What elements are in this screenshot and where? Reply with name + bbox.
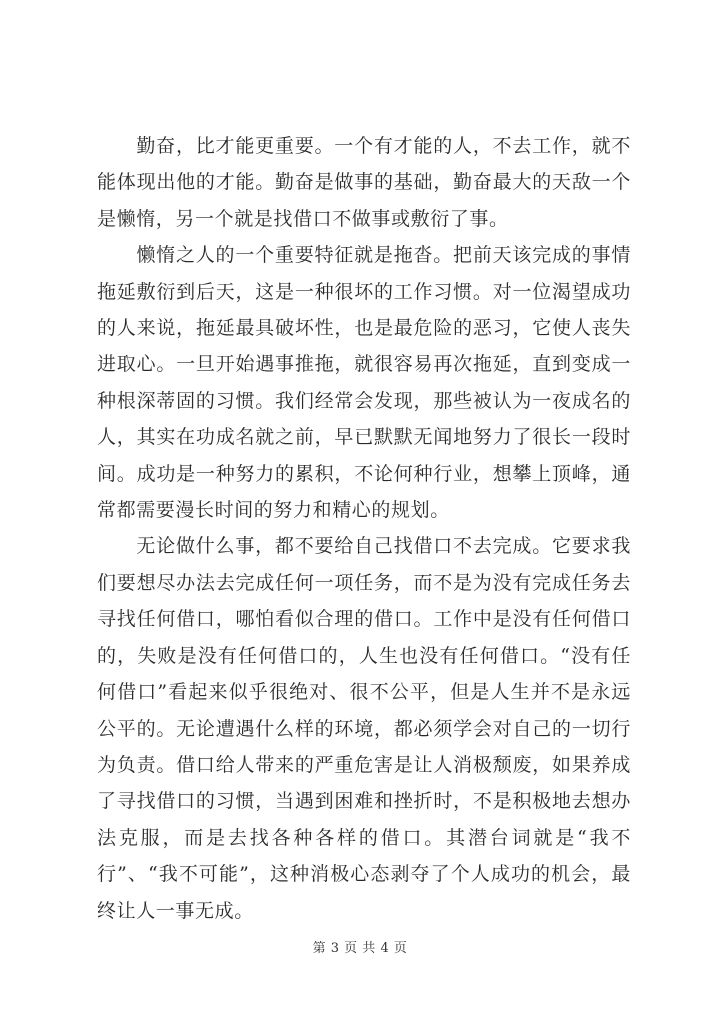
paragraph-diligence: 勤奋，比才能更重要。一个有才能的人，不去工作，就不能体现出他的才能。勤奋是做事的基础，勤奋最大的天敌一个是懒惰，另一个就是找借口不做事或敷衍了事。 <box>97 135 631 230</box>
paragraph-procrastination: 懒惰之人的一个重要特征就是拖沓。把前天该完成的事情拖延敷衍到后天，这是一种很坏的工作习惯。对一位渴望成功的人来说，拖延最具破坏性，也是最危险的恶习，它使人丧失进取心。一旦开始遇事推拖，就很容易再次拖延，直到变成一种根深蒂固的习惯。我们经常会发现，那些被认为一夜成名的人，其实在功成名就之前，早已默默无闻地努力了很长一段时间。成功是一种努力的累积，不论何种行业，想攀上顶峰，通常都需要漫长时间的努力和精心的规划。 <box>97 244 631 522</box>
paragraph-no-excuses: 无论做什么事，都不要给自己找借口不去完成。它要求我们要想尽办法去完成任何一项任务，而不是为没有完成任务去寻找任何借口，哪怕看似合理的借口。工作中是没有任何借口的，失败是没有任何借口的，人生也没有任何借口。“没有任何借口”看起来似乎很绝对、很不公平，但是人生并不是永远公平的。无论遭遇什么样的环境，都必须学会对自己的一切行为负责。借口给人带来的严重危害是让人消极颓废，如果养成了寻找借口的习惯，当遇到困难和挫折时，不是积极地去想办法克服，而是去找各种各样的借口。其潜台词就是“我不行”、“我不可能”，这种消极心态剥夺了个人成功的机会，最终让人一事无成。 <box>97 535 631 922</box>
page-number-footer: 第 3 页 共 4 页 <box>312 941 408 956</box>
document-body <box>97 128 631 929</box>
